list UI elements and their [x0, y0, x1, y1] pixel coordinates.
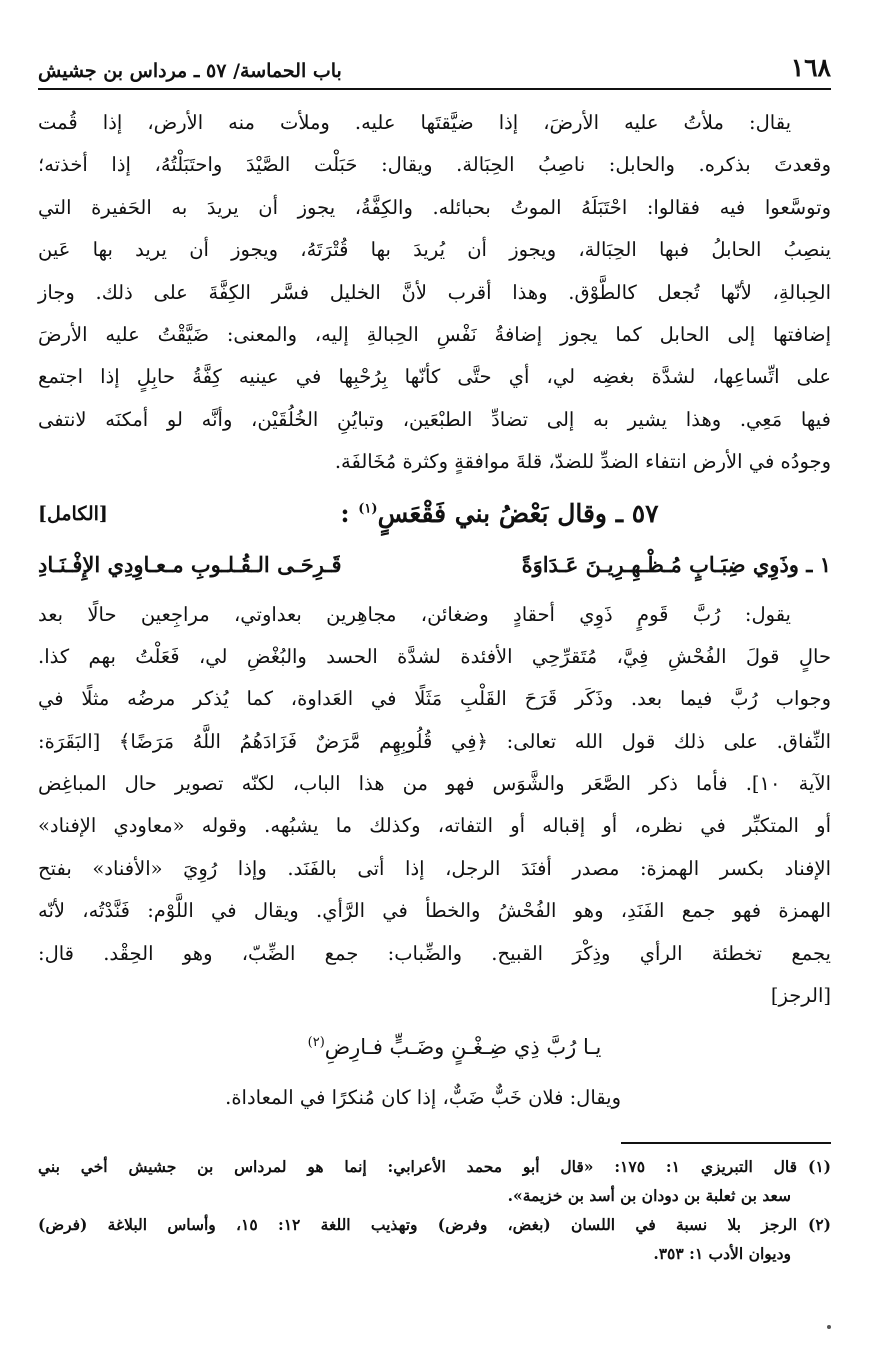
text-line: النِّفاق. على ذلك قول الله تعالى: ﴿فِي قُلُوبِهِم مَّرَضٌ فَزَادَهُمُ اللَّهُ مَرَضًا﴾ [البَقَرَة: [38, 729, 831, 753]
poem-heading [108, 499, 831, 528]
text-line: يقال: ملأتُ عليه الأرضَ، إذا ضيَّقتَها عليه. وملأت منه الأرض، إذا قُمت [38, 111, 791, 134]
verse-first-hemistich: ١ ـ وذَوِي ضِبَـابٍ مُـظْـهِـرِيـنَ عَـدَاوَةً [521, 552, 831, 578]
intro-paragraph [38, 102, 831, 484]
verse-second-hemistich: قَـرِحَـى الـقُـلـوبِ مـعـاوِدِي الإِفْـنَـادِ [38, 552, 342, 578]
footnote-2 [38, 1210, 831, 1239]
text-line: فيها مَعِي. وهذا يشير به إلى تضادِّ الطبْعَين، وتبايُنِ الخُلُقَيْن، وأنَّه لو أمكنَه لانتفى [38, 407, 831, 431]
after-verse-line: ويقال: فلان خَبٌّ ضَبٌّ، إذا كان مُنكرًا في المعاداة. [225, 1086, 621, 1110]
text-line: ينصِبُ الحابلُ فبها الحِبَالة، ويجوز أن يُريدَ بها قُتْرَتَهُ، ويجوز أن يريد بها عَين [38, 238, 831, 262]
commentary-paragraph [38, 594, 831, 1018]
page-body [38, 102, 831, 1119]
rajaz-verse-text: يـا رُبَّ ذِي ضِـغْـنٍ وضَـبٍّ فـارِضِ [324, 1035, 602, 1060]
text-line: الآية ١٠]. فأما ذكر الصَّعَر والشَّوَس فهو من هذا الباب، لكنّه تصوير حال المباغِض [38, 772, 831, 796]
scan-speck [827, 1325, 831, 1329]
text-line: أو المتكبِّر في نظره، أو إقباله أو التفاته، وكذلك ما يشبُهه. وقوله «معاودي الإفناد» [38, 814, 831, 838]
meter-label-rajaz: [الرجز] [770, 984, 831, 1008]
section-title [38, 488, 831, 540]
footnote-ref-1: (١) [358, 501, 378, 517]
footnote-number: (٢) [808, 1215, 832, 1234]
meter-label: [الكامل] [38, 502, 108, 525]
text-line: وتوسَّعوا فيه فقالوا: احْتَبَلَهُ الموتُ بحبائله. والكِفَّةُ، يجوز أن يريدَ به الحَفيرة التي [38, 195, 831, 219]
footnote-divider [621, 1142, 831, 1144]
text-line: وجودُه في الأرض انتفاء الضدِّ للضدّ، قلةَ موافقةٍ وكثرة مُخَالفَة. [334, 450, 831, 474]
footnote-text: الرجز بلا نسبة في اللسان (بغض، وفرض) وتهذيب اللغة ١٢: ١٥، وأساس البلاغة (فرض) [38, 1215, 798, 1234]
running-title: باب الحماسة/ ٥٧ ـ مرداس بن جشيش [38, 60, 342, 82]
footnote-ref-2: (٢) [307, 1035, 325, 1051]
text-line: إضافتها إلى الحابل كما يجوز إضافةُ نَفْسِ الحِبالةِ إليه، والمعنى: ضَيَّقْتُ عليه الأرضَ [38, 322, 831, 346]
footnote-2-continuation: وديوان الأدب ١: ٣٥٣. [653, 1244, 791, 1263]
footnote-text: قال التبريزي ١: ١٧٥: «قال أبو محمد الأعرابي: إنما هو لمرداس بن جشيش أخي بني [38, 1157, 798, 1176]
text-line: الهمزة فهو جمع الفَنَدِ، وهو الفُحْشُ والخطأ في الرَّأي. ويقال في اللَّوْم: فَنَّدْتُه، لأنّه [38, 899, 831, 923]
footnotes [38, 1152, 831, 1268]
footnote-1 [38, 1152, 831, 1181]
page-number: ١٦٨ [790, 53, 831, 82]
text-line: الإفناد بكسر الهمزة: مصدر أفنَدَ الرجل، إذا أتى بالفَنَد. وإذا رُوِيَ «الأفناد» بفتح [38, 856, 831, 880]
text-line: وقعدتَ بذكره. والحابل: ناصِبُ الحِبَالة. ويقال: حَبَلْت الصَّيْدَ واحتَبَلْتُهُ، إذا أخذته؛ [38, 153, 831, 177]
page-header [38, 52, 831, 90]
text-line: على اتِّساعِها، لشدَّة بغضِه لي، أي حتَّى كأنّها بِرُحْبِها في عينيه كِفَّةُ حابِلٍ إذا اجتمع [38, 365, 831, 389]
rajaz-verse [38, 1017, 831, 1077]
footnote-1-continuation: سعد بن ثعلبة بن دودان بن أسد بن خزيمة». [507, 1186, 791, 1205]
text-line: يجمع تخطئة الرأي وذِكْرَ القبيح. والضِّباب: جمع الضِّبّ، وهو الحِقْد. قال: [38, 941, 831, 965]
text-line: الحِبالةِ، لأنّها تُجعل كالطَّوْق. وهذا أقرب لأنَّ الخليل فسَّر الكِفَّةَ على ذلك. وجاز [38, 280, 831, 304]
heading-colon: : [340, 499, 350, 529]
text-line: وجواب رُبَّ فيما بعد. وذَكَر قَرَحَ القَلْبِ مَثَلًا في العَداوة، كما يُذكر مرضُه مثلًا في [38, 687, 831, 711]
text-line: حالٍ قولَ الفُحْشِ فِيَّ، مُتَقرِّحِي الأفئدة لشدَّة الحسد والبُغْضِ لي، فَعَلْتُ بهم كذا. [38, 644, 831, 668]
text-line: يقول: رُبَّ قَومٍ ذَوِي أحقادٍ وضغائن، مجاهِرين بعداوتي، مراجِعين حالًا بعد [38, 602, 791, 626]
verse-line [38, 540, 831, 590]
footnote-number: (١) [808, 1157, 832, 1176]
poem-heading-text: ٥٧ ـ وقال بَعْضُ بني فَقْعَسٍ [377, 499, 659, 529]
